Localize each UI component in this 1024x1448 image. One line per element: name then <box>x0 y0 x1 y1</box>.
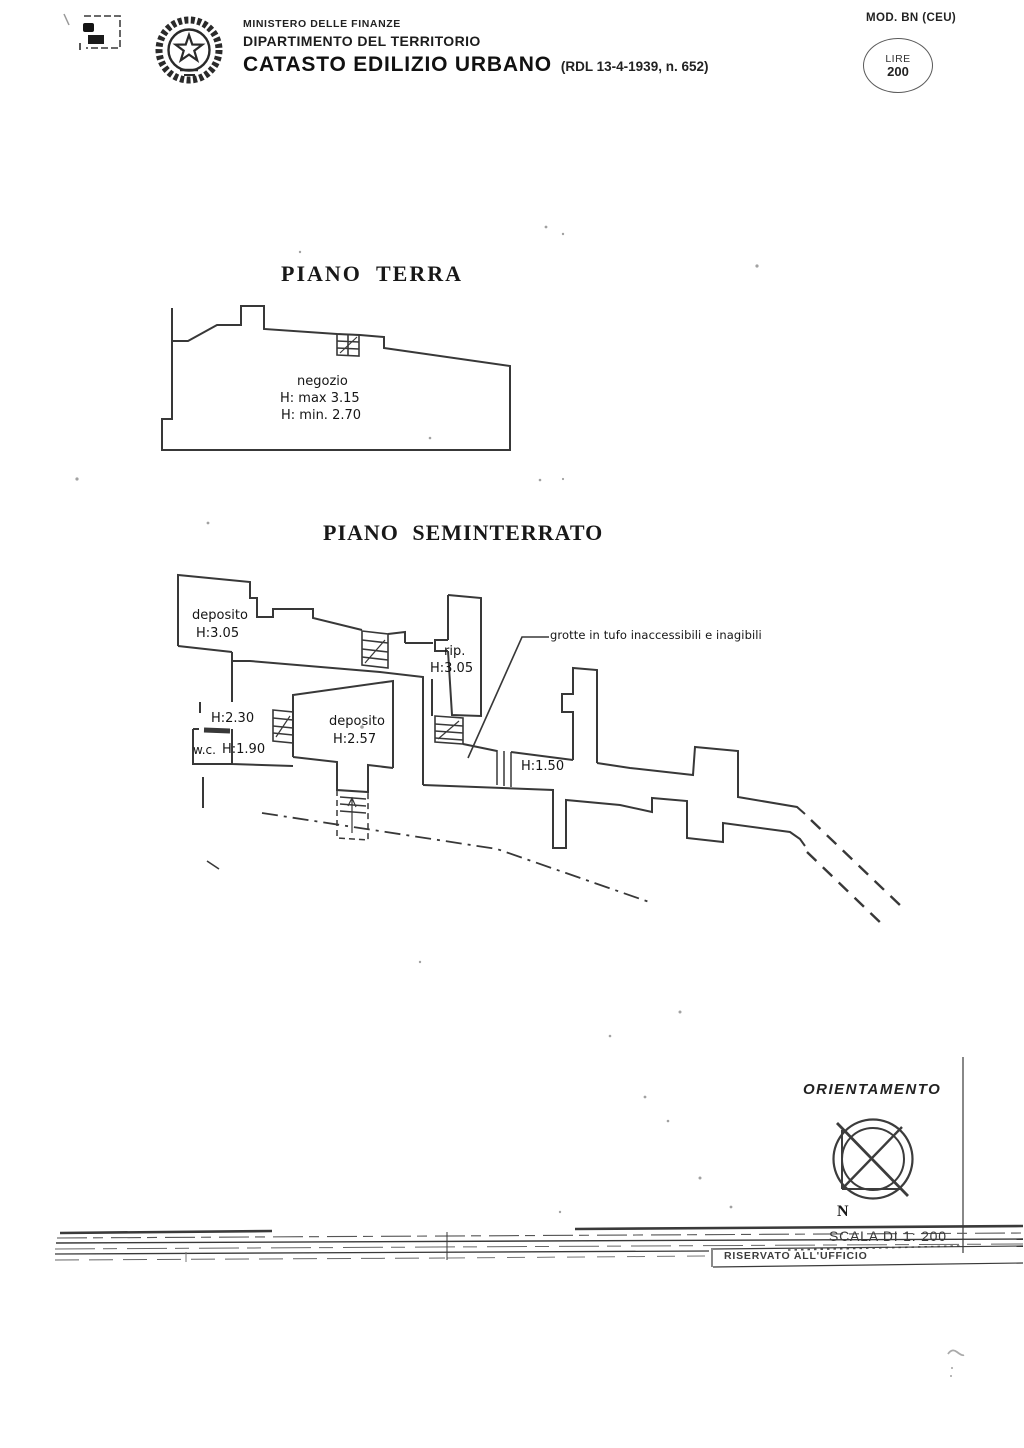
law-reference: (RDL 13-4-1939, n. 652) <box>560 59 709 74</box>
ministry-line: MINISTERO DELLE FINANZE <box>243 18 401 30</box>
height-label-negozio-max: H: max 3.15 <box>280 391 360 406</box>
corner-mark <box>64 14 120 50</box>
stamp-amount: 200 <box>887 63 909 79</box>
stair-hatch-d <box>337 790 368 840</box>
passage-hatch <box>497 750 511 787</box>
registry-title: CATASTO EDILIZIO URBANO <box>243 53 552 76</box>
lire-stamp <box>863 38 933 93</box>
height-label-negozio-min: H: min. 2.70 <box>281 408 362 423</box>
north-label: N <box>837 1203 849 1220</box>
wc-door-bar <box>204 730 230 731</box>
room-label-deposito2: deposito <box>329 714 385 729</box>
document-header <box>243 18 708 77</box>
height-label-corridor: H:2.30 <box>211 711 255 726</box>
stair-hatch-c <box>273 710 293 743</box>
reserved-office-label: RISERVATO ALL'UFFICIO <box>724 1250 868 1262</box>
height-label-wc: H:1.90 <box>222 742 266 757</box>
scan-speckles <box>75 226 964 1377</box>
stair-hatch-ground <box>337 334 359 356</box>
height-label-passage: H:1.50 <box>521 759 565 774</box>
piano-seminterrato-drawing <box>178 575 903 928</box>
stair-hatch-a <box>362 631 388 668</box>
room-label-deposito1: deposito <box>192 608 248 623</box>
height-label-deposito2: H:2.57 <box>333 732 377 747</box>
ground-floor-title: PIANO TERRA <box>281 261 464 286</box>
grotte-annotation: grotte in tufo inaccessibili e inagibili <box>550 628 762 642</box>
department-line: DIPARTIMENTO DEL TERRITORIO <box>243 33 481 49</box>
room-label-rip: rip. <box>444 644 466 659</box>
compass-icon <box>834 1120 913 1199</box>
room-label-wc: w.c. <box>193 743 216 757</box>
form-code: MOD. BN (CEU) <box>866 12 957 24</box>
height-label-rip: H:3.05 <box>430 661 474 676</box>
scale-label: SCALA DI 1: 200 <box>829 1228 947 1244</box>
registry-title-row <box>243 53 708 77</box>
stamp-currency: LIRE <box>885 52 911 65</box>
basement-floor-title: PIANO SEMINTERRATO <box>323 520 604 545</box>
stair-hatch-b <box>435 716 463 744</box>
height-label-deposito1: H:3.05 <box>196 626 240 641</box>
dashed-continuation-upper <box>811 820 903 908</box>
dashed-continuation-lower <box>807 852 886 928</box>
boundary-dashdot-line <box>262 813 652 903</box>
room-label-negozio: negozio <box>297 374 348 389</box>
italy-emblem-icon <box>159 20 219 80</box>
orientation-title: ORIENTAMENTO <box>803 1081 942 1098</box>
